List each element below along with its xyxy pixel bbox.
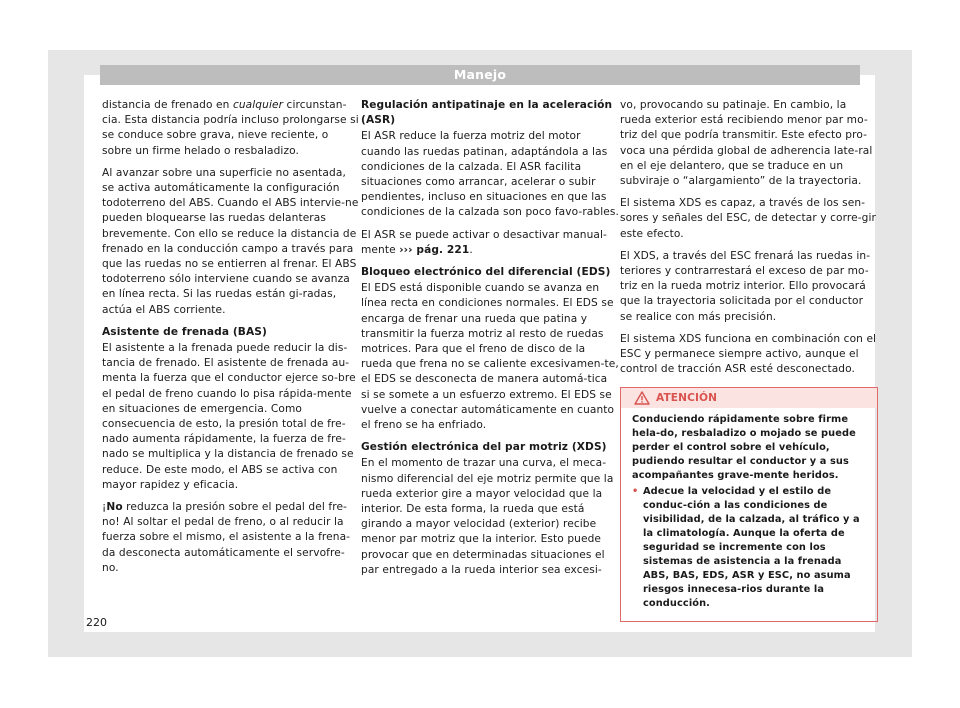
paragraph: El sistema XDS es capaz, a través de los sen-sores y señales del ESC, de detectar y corre-gir este efecto. xyxy=(620,197,876,240)
emphasis-text: cualquier xyxy=(232,99,284,111)
paragraph: En el momento de trazar una curva, el meca-nismo diferencial del eje motriz permite que la rueda exterior gire a mayor velocidad que la interior. De esta forma, la rueda que está girando a mayor velocidad (exterior) recibe menor par motriz que la interior. Esto puede provocar que en determinadas situaciones el par entregado a la rueda interior sea excesi- xyxy=(361,457,614,576)
page-number: 220 xyxy=(86,616,107,629)
text: reduzca la presión sobre el pedal del fre-no! Al soltar el pedal de freno, o al reducir la fuerza sobre el mismo, el asistente a la frena-da desconecta automáticamente el servofre-no. xyxy=(102,501,351,574)
bullet-icon: • xyxy=(632,486,639,498)
header-bar xyxy=(100,65,860,85)
column-2 xyxy=(361,98,619,585)
heading-bas: Asistente de frenada (BAS) xyxy=(102,325,267,338)
paragraph xyxy=(102,98,360,159)
heading-asr: Regulación antipatinaje en la aceleración (ASR) xyxy=(361,99,613,127)
text: distancia de frenado en xyxy=(102,99,233,111)
heading-xds: Gestión electrónica del par motriz (XDS) xyxy=(361,441,607,454)
heading-eds: Bloqueo electrónico del diferencial (EDS) xyxy=(361,266,611,279)
bold-text: No xyxy=(106,501,123,514)
paragraph xyxy=(102,500,360,576)
paragraph: El sistema XDS funciona en combinación con el ESC y permanece siempre activo, aunque el control de tracción ASR esté desconectado. xyxy=(620,332,877,376)
paragraph: vo, provocando su patinaje. En cambio, la rueda exterior está recibiendo menor par mo-triz del que podría transmitir. Este efecto pro-voca una pérdida global de adherencia late-ral en el eje delantero, que se traduce en un subviraje o “alargamiento” de la trayectoria. xyxy=(620,99,873,188)
warning-title: ATENCIÓN xyxy=(656,391,718,404)
paragraph: El ASR reduce la fuerza motriz del motor cuando las ruedas patinan, adaptándola a las condiciones de la calzada. El ASR facilita situaciones como arrancar, acelerar o subir pendientes, incluso en situaciones en que las condiciones de la calzada son poco favo-rables. xyxy=(361,130,619,219)
warning-box xyxy=(620,387,878,622)
warning-body xyxy=(621,408,877,621)
paragraph: El asistente a la frenada puede reducir la dis-tancia de frenado. El asistente de frenada au-menta la fuerza que el conductor ejerce so-bre el pedal de freno cuando lo pisa rápida-mente en situaciones de emergencia. Como consecuencia de esto, la presión total de fre-nado aumenta rápidamente, la fuerza de fre-nado se multiplica y la distancia de frenado se reduce. De este modo, el ABS se activa con mayor rapidez y eficacia. xyxy=(102,342,356,491)
paragraph xyxy=(361,228,619,258)
column-1 xyxy=(102,98,360,583)
warning-item-text: Adecue la velocidad y el estilo de conduc-ción a las condiciones de visibilidad, de la calzada, al tráfico y a la climatología. Aunque la oferta de seguridad se incremente con los sistemas de asistencia a la frenada ABS, BAS, EDS, ASR y ESC, no asuma riesgos innecesa-rios durante la conducción. xyxy=(643,486,860,610)
column-3 xyxy=(620,98,878,622)
paragraph: Al avanzar sobre una superficie no asentada, se activa automáticamente la configuración todoterreno del ABS. Cuando el ABS intervie-ne pueden bloquearse las ruedas delanteras brevemente. Con ello se reduce la distancia de frenado en la conducción campo a través para que las ruedas no se entierren al frenar. El ABS todoterreno sólo interviene cuando se avanza en línea recta. Si las ruedas están gi-radas, actúa el ABS corriente. xyxy=(102,166,359,316)
text: circunstan-cia. Esta distancia podría incluso prolongarse si se conduce sobre grava, nieve reciente, o sobre un firme helado o resbaladizo. xyxy=(102,99,359,157)
page-reference-link[interactable]: ››› pág. 221 xyxy=(399,243,470,256)
warning-intro: Conduciendo rápidamente sobre firme hela-do, resbaladizo o mojado se puede perder el control sobre el vehículo, pudiendo resultar el conductor y a sus acompañantes grave-mente heridos. xyxy=(632,414,856,482)
warning-header xyxy=(621,388,877,408)
paragraph: El EDS está disponible cuando se avanza en línea recta en condiciones normales. El EDS se encarga de frenar una rueda que patina y transmitir la fuerza motriz al resto de ruedas motrices. Para que el freno de disco de la rueda que frena no se caliente excesivamen-te, el EDS se desconecta de manera automá-tica si se somete a un esfuerzo extremo. El EDS se vuelve a conectar automáticamente en cuanto el freno se ha enfriado. xyxy=(361,282,619,432)
warning-triangle-icon xyxy=(634,391,650,405)
paragraph: El XDS, a través del ESC frenará las ruedas in-teriores y contrarrestará el exceso de par mo-triz en la rueda motriz interior. Ello provocará que la trayectoria solicitada por el conductor se realice con más precisión. xyxy=(620,249,871,323)
text: El ASR se puede activar o desactivar manual-mente xyxy=(361,228,607,256)
section-title: Manejo xyxy=(453,67,507,82)
warning-list-item xyxy=(632,485,867,611)
text: . xyxy=(469,243,473,256)
text: ¡ xyxy=(102,501,107,514)
